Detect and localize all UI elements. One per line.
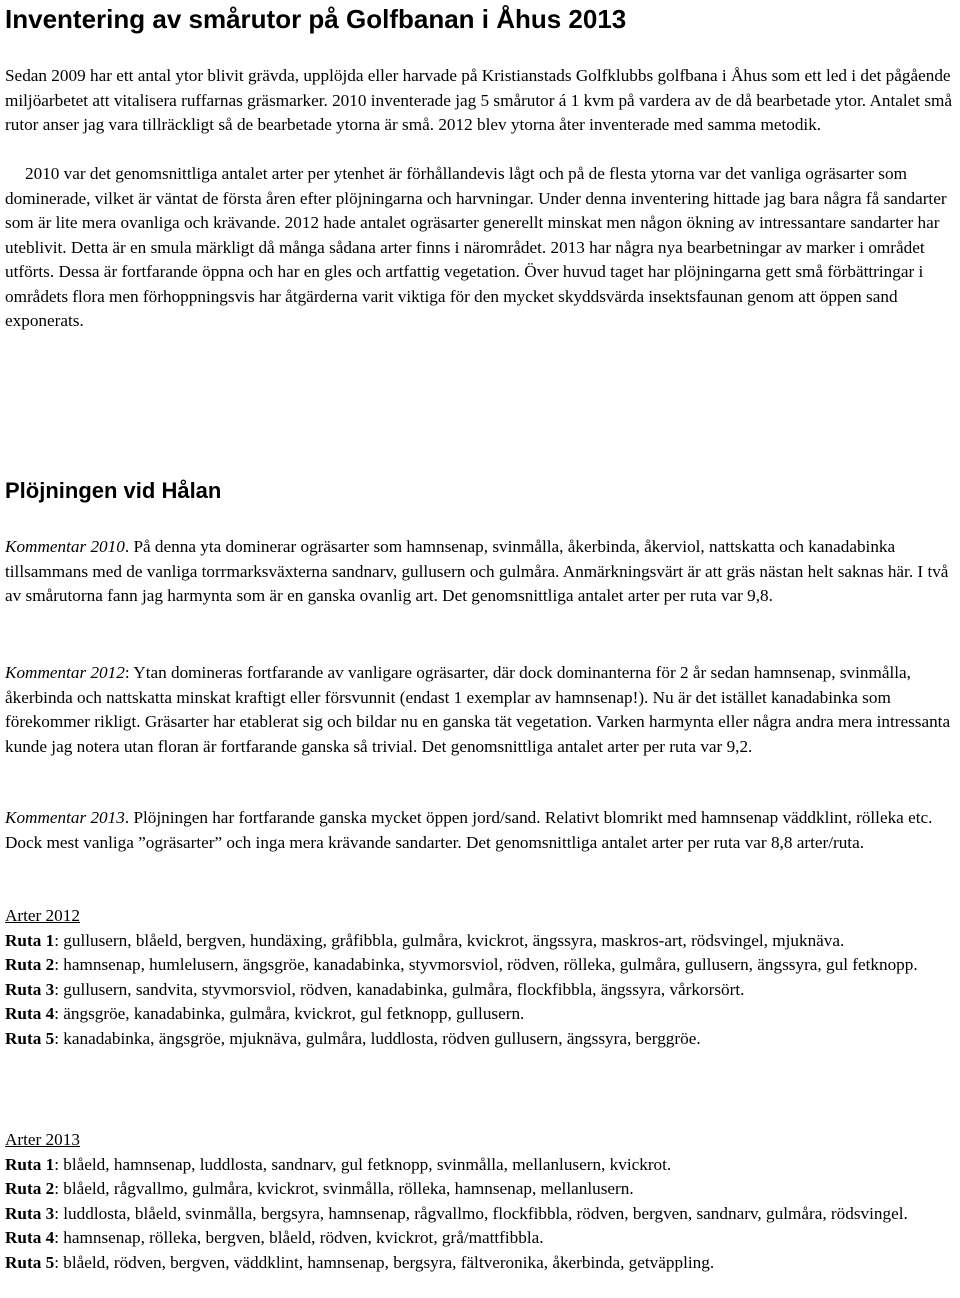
ruta-species: ängsgröe, kanadabinka, gulmåra, kvickrot, gul fetknopp, gullusern. (63, 1004, 525, 1023)
ruta-separator: : (54, 1252, 64, 1272)
comment-2013-text: Plöjningen har fortfarande ganska mycket öppen jord/sand. Relativt blomrikt med hamnsenap väddklint, rölleka etc. Dock mest vanliga ”ogräsarter” och inga mera krävande sandarter. Det genomsnittliga antalet arter per ruta var 8,8 arter/ruta. (5, 808, 933, 852)
ruta-separator: : (54, 1004, 64, 1023)
comment-2012-text: Ytan domineras fortfarande av vanligare ogräsarter, där dock dominanterna för 2 år sedan hamnsenap, svinmålla, åkerbinda och nattskatta minskat kraftigt eller försvunnit (endast 1 exemplar av hamnsenap!). Nu är det istället kanadabinka som förekommer rikligt. Gräsarter har etablerat sig och bildar nu en ganska tät vegetation. Varken harmynta eller några andra mera intressanta kunde jag notera utan floran är fortfarande ganska så trivial. Det genomsnittliga antalet arter per ruta var 9,2. (5, 663, 951, 756)
species-list-2013 (5, 1128, 953, 1275)
species-2012-heading: Arter 2012 (5, 906, 80, 925)
ruta-separator: : (54, 955, 64, 974)
ruta-separator: : (54, 979, 64, 999)
intro-paragraph-2: 2010 var det genomsnittliga antalet arter per ytenhet är förhållandevis lågt och på de flesta ytorna var det vanliga ogräsarter som dominerade, vilket är väntat de första åren efter plöjningarna och harvningar. Under denna inventering hittade jag bara några få sandarter som är lite mera ovanliga och krävande. 2012 hade antalet ogräsarter generellt minskat men någon ökning av intressantare sandarter har uteblivit. Detta är en smula märkligt då många sådana arter finns i närområdet. 2013 har några nya bearbetningar av marker i området utförts. Dessa är fortfarande öppna och har en gles och artfattig vegetation. Över huvud taget har plöjningarna gett små förbättringar i områdets flora men förhoppningsvis har åtgärderna varit viktiga för den mycket skyddsvärda insektsfaunan genom att öppen sand exponerats. (5, 164, 947, 330)
ruta-species: kanadabinka, ängsgröe, mjuknäva, gulmåra, luddlosta, rödven gullusern, ängssyra, berggröe. (63, 1028, 701, 1048)
ruta-label: Ruta 1 (5, 930, 55, 950)
species-row (5, 1226, 953, 1251)
ruta-label: Ruta 2 (5, 955, 55, 974)
comment-2010-label: Kommentar 2010 (5, 537, 125, 556)
ruta-species: luddlosta, blåeld, svinmålla, bergsyra, hamnsenap, rågvallmo, flockfibbla, rödven, bergven, sandnarv, gulmåra, rödsvingel. (63, 1203, 908, 1223)
ruta-separator: : (54, 1028, 64, 1048)
species-row (5, 1002, 953, 1027)
species-row (5, 978, 953, 1003)
species-row (5, 953, 953, 978)
comment-2010-separator: . (124, 537, 134, 556)
ruta-species: blåeld, rågvallmo, gulmåra, kvickrot, svinmålla, rölleka, hamnsenap, mellanlusern. (63, 1179, 634, 1198)
ruta-species: hamnsenap, rölleka, bergven, blåeld, rödven, kvickrot, grå/mattfibbla. (63, 1228, 544, 1247)
ruta-species: blåeld, rödven, bergven, väddklint, hamnsenap, bergsyra, fältveronika, åkerbinda, getväppling. (63, 1252, 715, 1272)
ruta-label: Ruta 5 (5, 1252, 55, 1272)
ruta-label: Ruta 3 (5, 1203, 55, 1223)
ruta-separator: : (54, 1179, 64, 1198)
species-row (5, 929, 953, 954)
section-heading: Plöjningen vid Hålan (5, 478, 222, 503)
comment-2013-separator: . (124, 808, 134, 827)
ruta-separator: : (54, 930, 64, 950)
comment-2012-separator: : (124, 663, 134, 682)
ruta-species: blåeld, hamnsenap, luddlosta, sandnarv, gul fetknopp, svinmålla, mellanlusern, kvickrot. (63, 1154, 672, 1174)
species-row (5, 1153, 953, 1178)
species-row (5, 1251, 953, 1276)
ruta-separator: : (54, 1228, 64, 1247)
species-row (5, 1027, 953, 1052)
comment-2010-text: På denna yta dominerar ogräsarter som hamnsenap, svinmålla, åkerbinda, åkerviol, nattskatta och kanadabinka tillsammans med de vanliga torrmarksväxterna sandnarv, gullusern och gulmåra. Anmärkningsvärt är att gräs nästan helt saknas här. I två av smårutorna fann jag harmynta som är en ganska ovanlig art. Det genomsnittliga antalet arter per ruta var 9,8. (5, 537, 949, 605)
intro-paragraph-1: Sedan 2009 har ett antal ytor blivit grävda, upplöjda eller harvade på Kristianstads Golfklubbs golfbana i Åhus som ett led i det pågående miljöarbetet att vitalisera ruffarnas gräsmarker. 2010 inventerade jag 5 smårutor á 1 kvm på vardera av de då bearbetade ytor. Antalet små rutor anser jag vara tillräckligt så de bearbetade ytorna är små. 2012 blev ytorna åter inventerade med samma metodik. (5, 66, 953, 134)
ruta-label: Ruta 4 (5, 1228, 55, 1247)
species-list-2012 (5, 904, 953, 1051)
page-title: Inventering av smårutor på Golfbanan i Åhus 2013 (5, 4, 627, 34)
species-2013-heading: Arter 2013 (5, 1130, 80, 1149)
species-row (5, 1202, 953, 1227)
comment-2012-label: Kommentar 2012 (5, 663, 125, 682)
comment-2012 (5, 661, 953, 759)
ruta-label: Ruta 5 (5, 1028, 55, 1048)
comment-2013-label: Kommentar 2013 (5, 808, 125, 827)
comment-2013 (5, 806, 953, 855)
ruta-species: gullusern, sandvita, styvmorsviol, rödven, kanadabinka, gulmåra, flockfibbla, ängssyra, vårkorsört. (63, 979, 745, 999)
ruta-label: Ruta 4 (5, 1004, 55, 1023)
species-row (5, 1177, 953, 1202)
ruta-separator: : (54, 1154, 64, 1174)
ruta-species: gullusern, blåeld, bergven, hundäxing, gråfibbla, gulmåra, kvickrot, ängssyra, maskros-art, rödsvingel, mjuknäva. (63, 930, 845, 950)
ruta-label: Ruta 1 (5, 1154, 55, 1174)
comment-2010 (5, 535, 953, 609)
ruta-label: Ruta 3 (5, 979, 55, 999)
ruta-label: Ruta 2 (5, 1179, 55, 1198)
ruta-species: hamnsenap, humlelusern, ängsgröe, kanadabinka, styvmorsviol, rödven, rölleka, gulmåra, gullusern, ängssyra, gul fetknopp. (63, 955, 918, 974)
ruta-separator: : (54, 1203, 64, 1223)
